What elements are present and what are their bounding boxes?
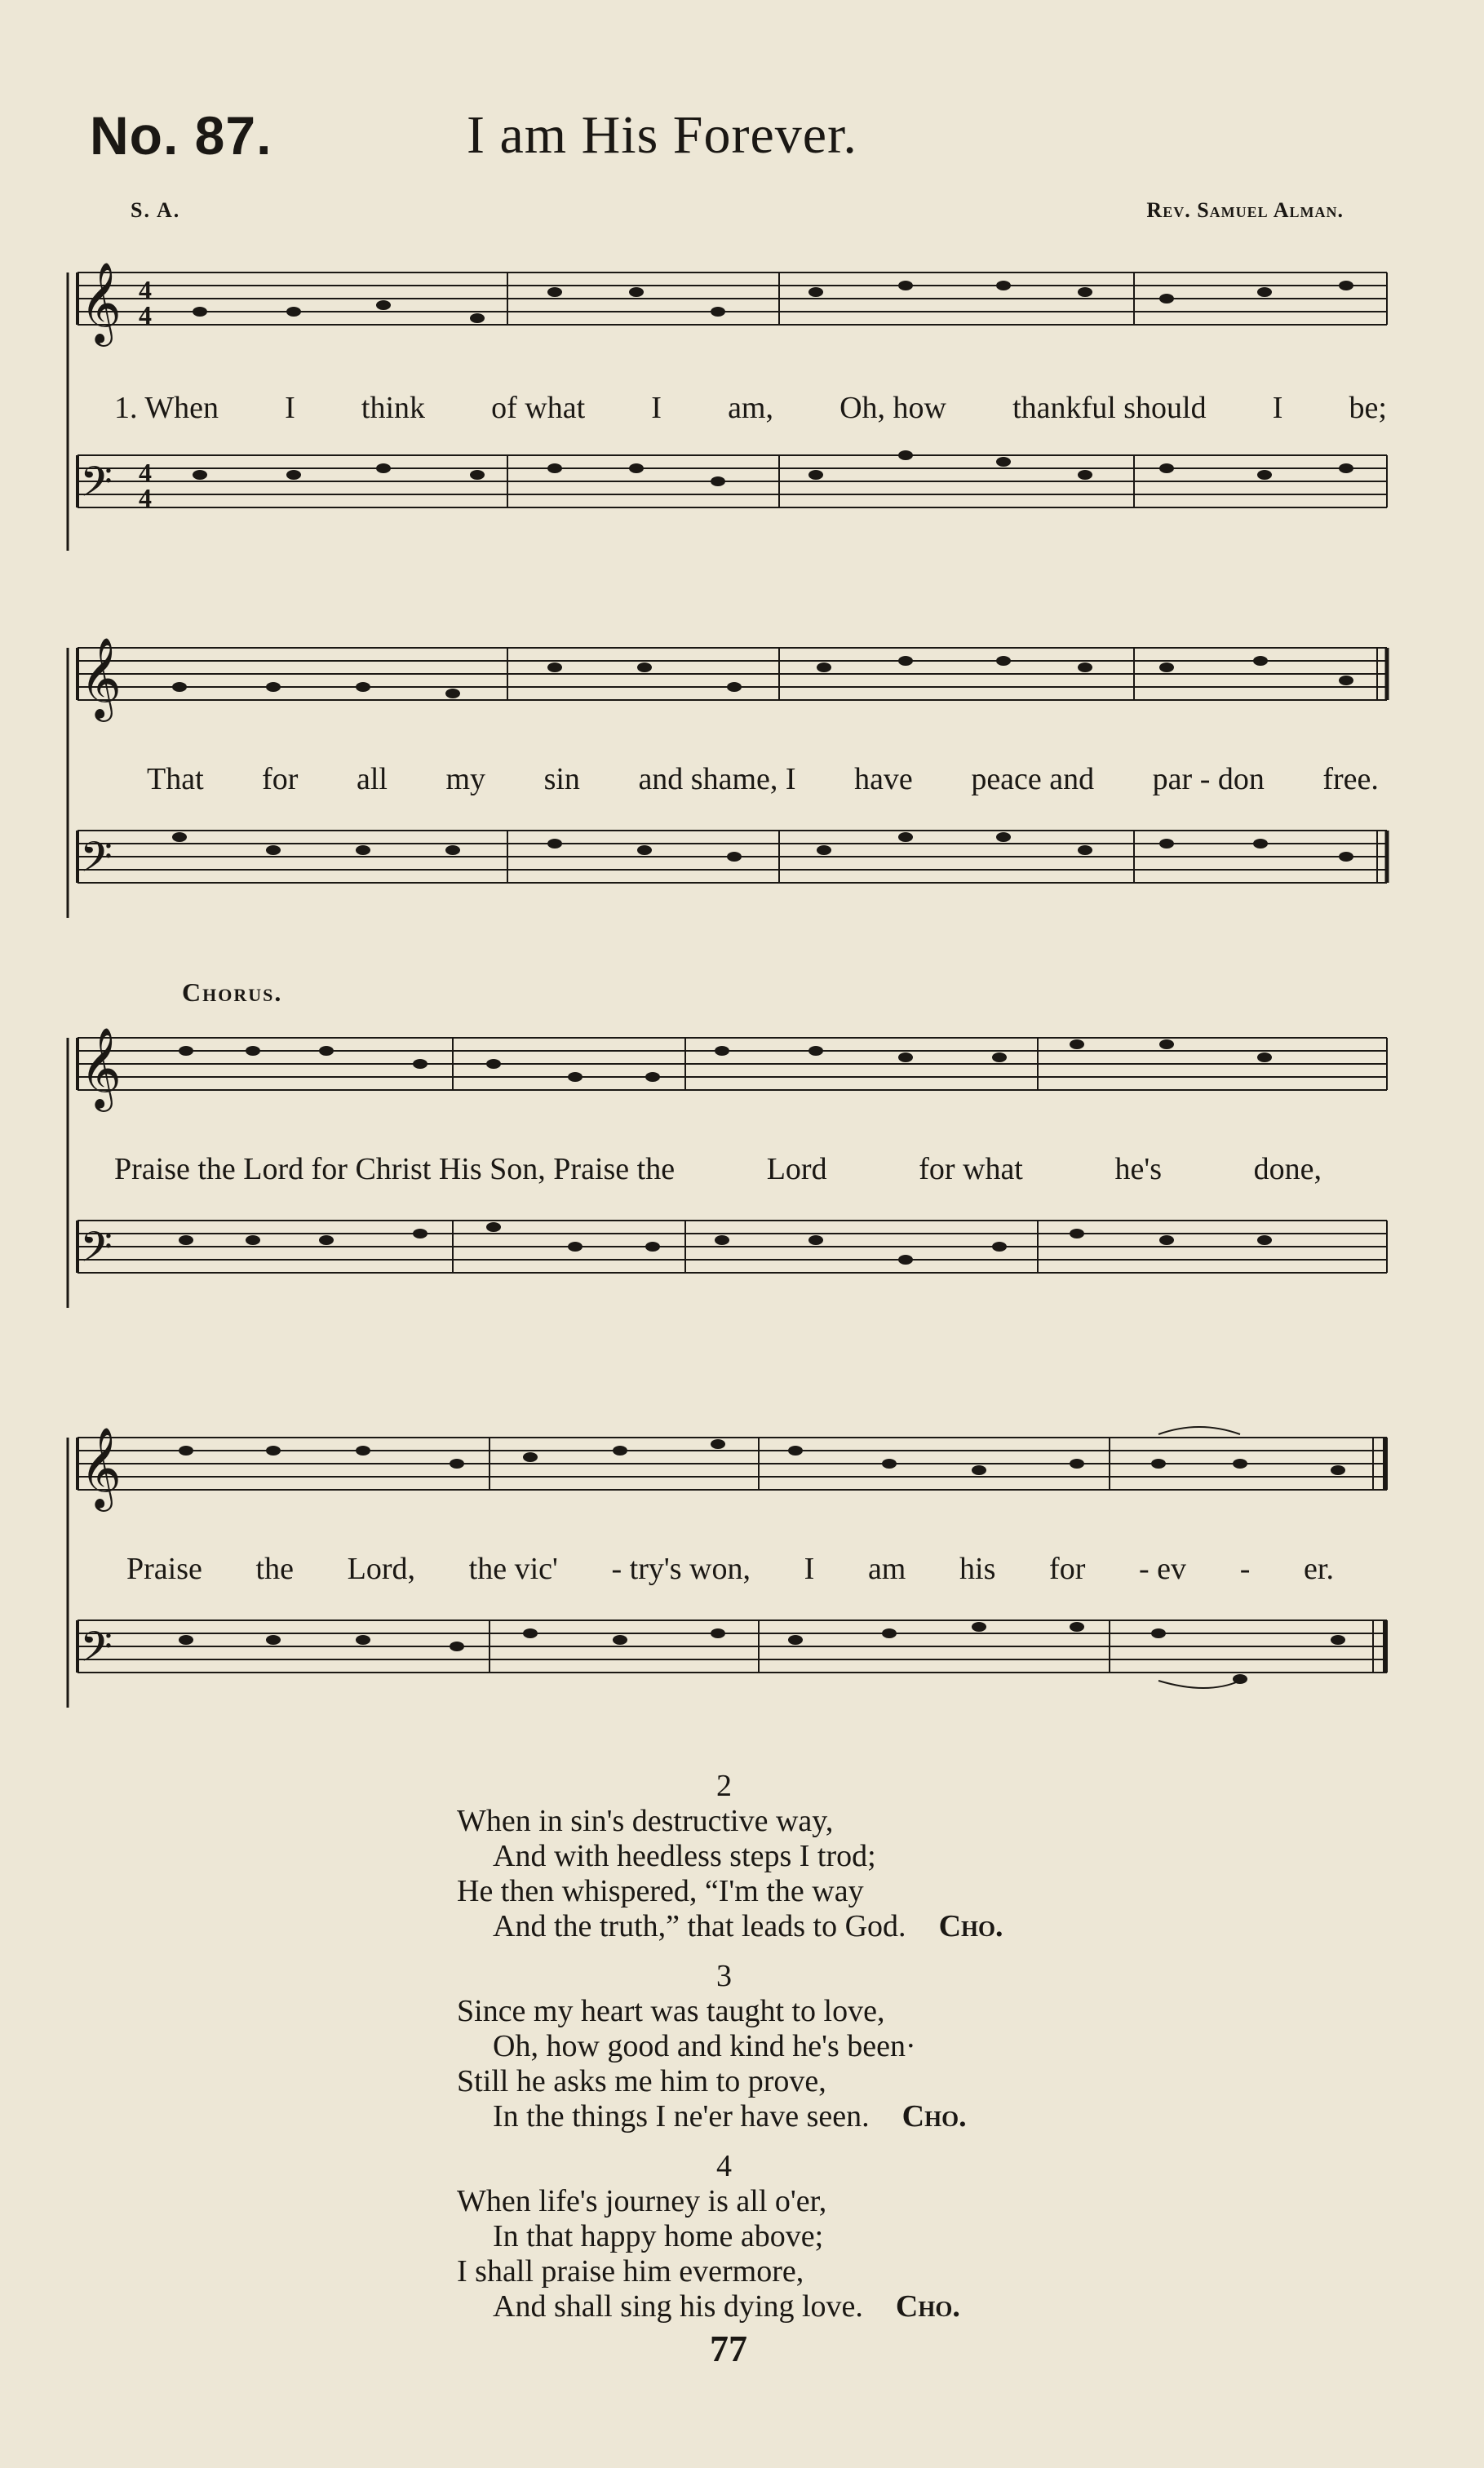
chorus-cue: Cho. bbox=[895, 2289, 960, 2324]
hymn-number: No. 87. bbox=[90, 105, 272, 166]
verse-number: 3 bbox=[716, 1959, 732, 1993]
page-number: 77 bbox=[710, 2328, 747, 2369]
verse-line: I shall praise him evermore, bbox=[457, 2254, 804, 2289]
verse-line: In the things I ne'er have seen. Cho. bbox=[493, 2099, 967, 2133]
treble-clef-icon: 𝄞 bbox=[80, 637, 122, 719]
verse-number: 4 bbox=[716, 2149, 732, 2183]
verse-line: Still he asks me him to prove, bbox=[457, 2064, 826, 2098]
verse-2 bbox=[457, 1769, 1240, 1944]
verse-4 bbox=[457, 2149, 1240, 2324]
svg-text:4: 4 bbox=[139, 483, 152, 512]
bass-clef-icon: 𝄢 bbox=[80, 832, 113, 892]
svg-text:4: 4 bbox=[139, 275, 152, 304]
verse-number: 2 bbox=[716, 1769, 732, 1803]
lyric-line-2: That for all my sin and shame, I have peace and par - don free. bbox=[147, 762, 1379, 796]
verse-line: Since my heart was taught to love, bbox=[457, 1994, 885, 2028]
additional-verses bbox=[457, 1754, 1240, 2324]
verse-line: And with heedless steps I trod; bbox=[493, 1839, 876, 1873]
verse-line: And the truth,” that leads to God. Cho. bbox=[493, 1909, 1003, 1943]
svg-text:4: 4 bbox=[139, 458, 152, 487]
treble-clef-icon: 𝄞 bbox=[80, 1427, 122, 1509]
treble-clef-icon: 𝄞 bbox=[80, 262, 122, 343]
bass-clef-icon: 𝄢 bbox=[80, 1222, 113, 1282]
verse-line: He then whispered, “I'm the way bbox=[457, 1874, 864, 1908]
verse-line: And shall sing his dying love. Cho. bbox=[493, 2289, 960, 2324]
composer-initials: S. A. bbox=[131, 198, 181, 222]
lyric-line-4: Praise the Lord, the vic' - try's won, I am his for - ev - er. bbox=[126, 1552, 1334, 1586]
svg-text:4: 4 bbox=[139, 300, 152, 330]
verse-line: Oh, how good and kind he's been· bbox=[493, 2029, 916, 2063]
verse-line: When in sin's destructive way, bbox=[457, 1804, 834, 1838]
chorus-cue: Cho. bbox=[938, 1909, 1003, 1943]
verse-3 bbox=[457, 1959, 1240, 2134]
staff-pair-4 bbox=[0, 1426, 1484, 1752]
lyric-line-1: 1. When I think of what I am, Oh, how thankful should I be; bbox=[114, 391, 1387, 425]
hymn-title: I am His Forever. bbox=[467, 105, 857, 165]
chorus-label: Chorus. bbox=[182, 977, 283, 1007]
bass-clef-icon: 𝄢 bbox=[80, 1622, 113, 1682]
treble-clef-icon: 𝄞 bbox=[80, 1027, 122, 1109]
lyric-line-3: Praise the Lord for Christ His Son, Praise the Lord for what he's done, bbox=[114, 1152, 1322, 1186]
verse-line: When life's journey is all o'er, bbox=[457, 2184, 827, 2218]
verse-line: In that happy home above; bbox=[493, 2219, 824, 2253]
chorus-cue: Cho. bbox=[901, 2099, 967, 2133]
author-credit: Rev. Samuel Alman. bbox=[1146, 198, 1344, 222]
bass-clef-icon: 𝄢 bbox=[80, 457, 113, 516]
